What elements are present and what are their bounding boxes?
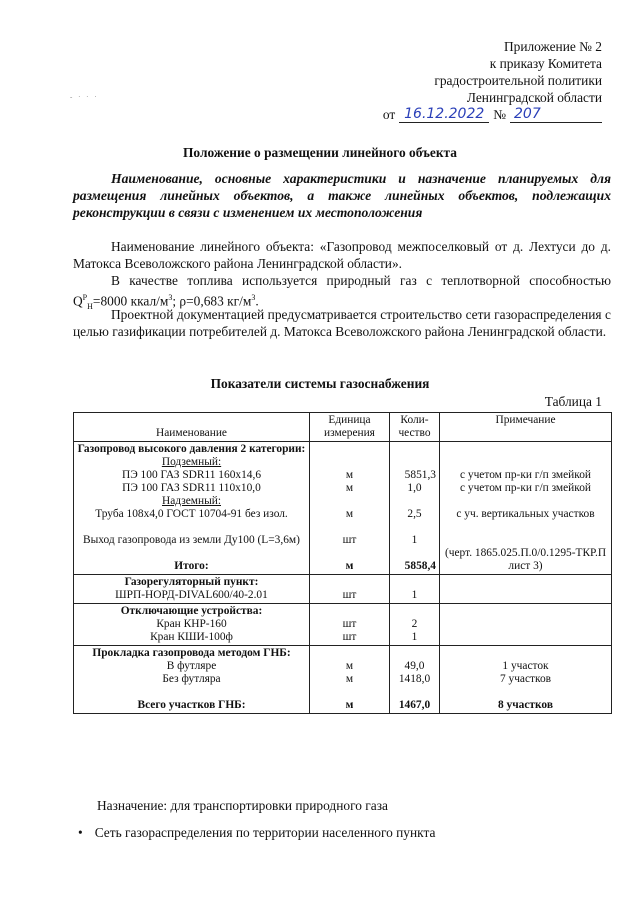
unit-cell: м	[345, 560, 354, 572]
gas-supply-table	[73, 412, 612, 714]
qty-cell: 5851,3	[404, 469, 436, 481]
qty-grp	[390, 575, 440, 604]
item-valve-kshi: Кран КШИ-100ф	[150, 631, 233, 643]
qty-cell: 1	[411, 589, 418, 601]
date-field	[399, 106, 489, 123]
section-heading: Наименование, основные характеристики и назначение планируемых для размещения линейных объектов, а также линейных объектов, подлежащих реконструкции в связи с изменением их местоположения	[73, 171, 611, 220]
label-underground: Подземный:	[161, 456, 222, 468]
section-shutoff	[74, 604, 310, 646]
fuel-sup-3b: 3	[251, 293, 256, 302]
appendix-line-4: Ленинградской области	[466, 90, 602, 105]
unit-cell: м	[345, 660, 354, 672]
qty-cell: 2,5	[407, 508, 422, 520]
purpose-text: Назначение: для транспортировки природного газа	[97, 798, 388, 813]
section-title-hdd: Прокладка газопровода методом ГНБ:	[92, 647, 291, 659]
section-grp	[74, 575, 310, 604]
unit-cell: шт	[342, 631, 357, 643]
unit-cell: м	[345, 482, 354, 494]
section-pipeline	[74, 442, 310, 575]
table-row	[74, 646, 612, 714]
units-pipeline	[310, 442, 390, 575]
table-number: Таблица 1	[544, 394, 602, 409]
label-aboveground: Надземный:	[162, 495, 221, 507]
label-total: Итого:	[174, 560, 209, 572]
units-grp	[310, 575, 390, 604]
section-title-shutoff: Отключающие устройства:	[120, 605, 263, 617]
number-handwritten: 207	[514, 106, 541, 122]
header-note: Примечание	[440, 413, 612, 442]
qty-cell: 1418,0	[398, 673, 431, 685]
notes-hdd	[440, 646, 612, 714]
header-unit: Единица измерения	[310, 413, 390, 442]
appendix-block	[383, 38, 602, 123]
date-prefix: от	[382, 107, 396, 122]
units-shutoff	[310, 604, 390, 646]
fuel-sup-p: Р	[82, 293, 88, 302]
qty-cell: 1	[411, 534, 418, 546]
note-cell: с учетом пр-ки г/п змейкой	[459, 469, 592, 481]
paragraph-object-name: Наименование линейного объекта: «Газопровод межпоселковый от д. Лехтуси до д. Матокса Всеволожского района Ленинградской области».	[73, 239, 611, 271]
section-hdd	[74, 646, 310, 714]
note-cell: с уч. вертикальных участков	[456, 508, 595, 520]
qty-cell: 1467,0	[398, 699, 431, 711]
date-handwritten: 16.12.2022	[404, 106, 485, 122]
item-valve-knr: Кран КНР-160	[156, 618, 227, 630]
header-name: Наименование	[74, 413, 310, 442]
note-cell: 7 участков	[499, 673, 552, 685]
qty-hdd	[390, 646, 440, 714]
fuel-text-d: .	[255, 293, 259, 309]
unit-cell: шт	[342, 534, 357, 546]
unit-cell: шт	[342, 618, 357, 630]
qty-cell: 49,0	[404, 660, 425, 672]
item-in-casing: В футляре	[166, 660, 217, 672]
appendix-line-1: Приложение № 2	[503, 39, 602, 54]
note-cell: 8 участков	[498, 699, 553, 711]
unit-cell: м	[345, 699, 354, 711]
unit-cell: м	[345, 469, 354, 481]
notes-grp	[440, 575, 612, 604]
table-title: Показатели системы газоснабжения	[210, 376, 430, 391]
notes-shutoff	[440, 604, 612, 646]
qty-shutoff	[390, 604, 440, 646]
bullet-icon: •	[78, 825, 83, 840]
item-shrp: ШРП-НОРД-DIVAL600/40-2.01	[115, 589, 268, 601]
section-title-pipeline: Газопровод высокого давления 2 категории:	[77, 443, 306, 455]
note-cell: с учетом пр-ки г/п змейкой	[459, 482, 592, 494]
section-title-grp: Газорегуляторный пункт:	[124, 576, 259, 588]
fuel-sub-h: Н	[87, 302, 93, 312]
table-row	[74, 575, 612, 604]
qty-cell: 5858,4	[404, 560, 436, 572]
fuel-text-c: ; ρ=0,683 кг/м	[172, 293, 252, 309]
scan-artifact: - · · ·	[70, 93, 99, 101]
bullet-text: Сеть газораспределения по территории населенного пункта	[94, 825, 436, 840]
qty-cell: 2	[411, 618, 418, 630]
paragraph-project: Проектной документацией предусматривается строительство сети газораспределения с целью газификации потребителей д. Матокса Всеволожского района Ленинградской области.	[73, 307, 611, 339]
note-cell: (черт. 1865.025.П.0/0.1295-ТКР.П лист 3)	[444, 547, 607, 572]
document-title: Положение о размещении линейного объекта	[183, 145, 457, 160]
fuel-text-b: =8000 ккал/м	[92, 293, 169, 309]
item-pe160: ПЭ 100 ГАЗ SDR11 160х14,6	[121, 469, 262, 481]
qty-pipeline	[390, 442, 440, 575]
table-row	[74, 442, 612, 575]
unit-cell: шт	[342, 589, 357, 601]
item-pe110: ПЭ 100 ГАЗ SDR11 110х10,0	[122, 482, 261, 494]
table-header-row	[74, 413, 612, 442]
fuel-sup-3a: 3	[168, 293, 173, 302]
units-hdd	[310, 646, 390, 714]
fuel-text-a: В качестве топлива используется природный газ с теплотворной способностью Q	[73, 273, 611, 309]
qty-cell: 1,0	[407, 482, 422, 494]
number-field	[510, 106, 602, 123]
item-ground-exit: Выход газопровода из земли Ду100 (L=3,6м)	[83, 534, 300, 546]
number-prefix: №	[493, 107, 506, 122]
item-no-casing: Без футляра	[162, 673, 221, 685]
item-steel-pipe: Труба 108х4,0 ГОСТ 10704-91 без изол.	[95, 508, 288, 520]
order-date-line	[383, 106, 602, 123]
note-cell: 1 участок	[502, 660, 549, 672]
table-row	[74, 604, 612, 646]
unit-cell: м	[345, 673, 354, 685]
bullet-list-item	[78, 825, 435, 841]
unit-cell: м	[345, 508, 354, 520]
qty-cell: 1	[411, 631, 418, 643]
header-qty: Коли-чество	[390, 413, 440, 442]
notes-pipeline	[440, 442, 612, 575]
appendix-line-3: градостроительной политики	[434, 73, 602, 88]
appendix-line-2: к приказу Комитета	[489, 56, 602, 71]
label-hdd-total: Всего участков ГНБ:	[137, 699, 246, 711]
